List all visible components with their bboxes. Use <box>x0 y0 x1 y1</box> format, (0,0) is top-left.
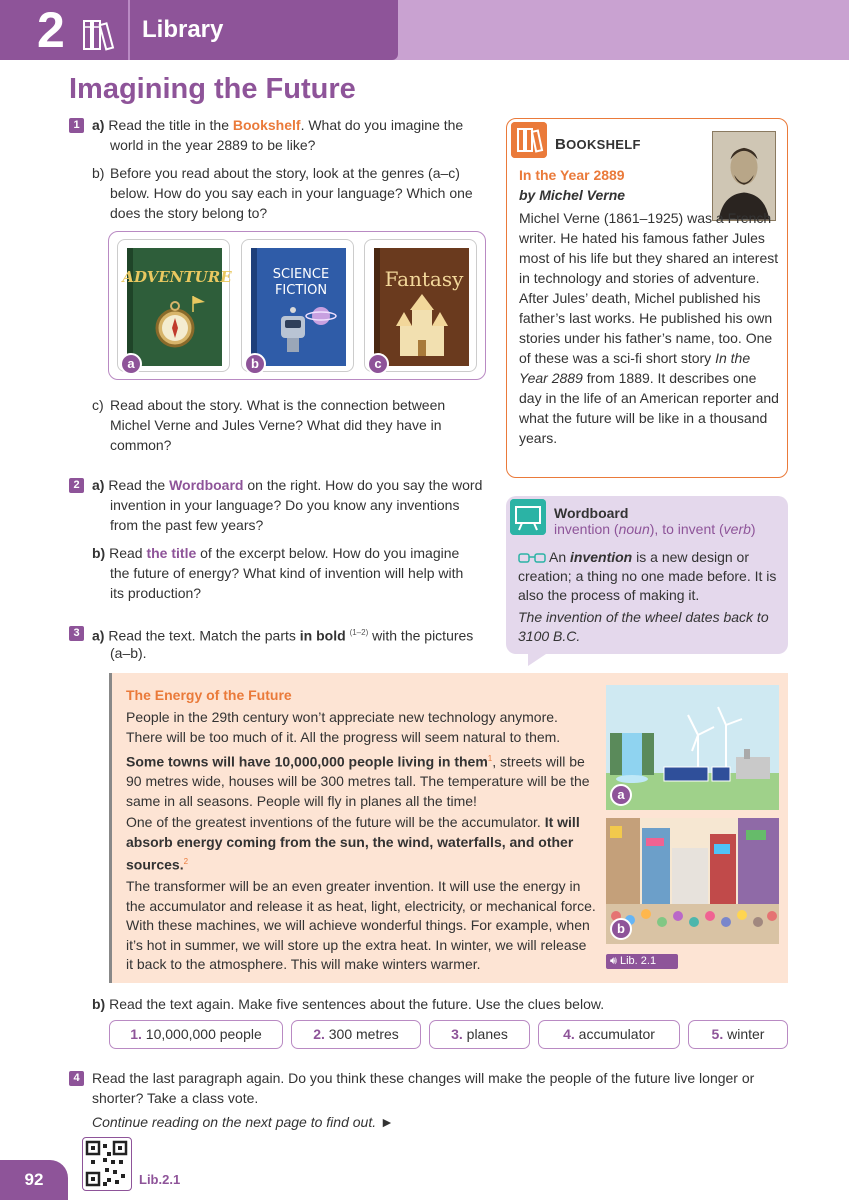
footer-lib-label: Lib.2.1 <box>139 1172 181 1187</box>
task-3a-text-2: with the pictures <box>372 627 474 644</box>
task-1a-line2: world in the year 2889 to be like? <box>110 137 316 153</box>
task-3a-sup: (1–2) <box>349 628 369 637</box>
qr-code-icon <box>83 1138 130 1189</box>
task-3a-label: a) <box>92 627 105 644</box>
picture-b-city <box>606 818 779 944</box>
wordboard-keyword: Wordboard <box>169 477 244 493</box>
adventure-book-cover <box>122 248 232 366</box>
wordboard-pos-verb: verb <box>723 521 751 537</box>
genres-panel <box>108 231 486 380</box>
wordboard-def-text-2: is a new design or creation; a thing no one made before. It is also the process of making it. <box>518 549 777 603</box>
clue-4-text: accumulator <box>578 1026 655 1042</box>
reading-paragraph-2 <box>126 749 596 811</box>
task-1b-line1: Before you read about the story, look at the genres (a–c) <box>110 165 460 181</box>
reading-box <box>109 673 788 983</box>
glasses-icon <box>518 553 546 563</box>
task-1c-line1: Read about the story. What is the connection between <box>110 397 446 413</box>
genre-card-fantasy[interactable] <box>364 239 477 372</box>
clue-5-number: 5. <box>711 1026 724 1042</box>
task-3a-line2: (a–b). <box>110 645 147 661</box>
genre-card-science-fiction[interactable] <box>241 239 354 372</box>
wordboard-tail <box>528 650 552 666</box>
reading-title: The Energy of the Future <box>126 687 292 703</box>
page-title: Imagining the Future <box>69 73 356 105</box>
bookshelf-book-title: In the Year 2889 <box>519 167 625 183</box>
task-1a-label: a) <box>92 117 105 133</box>
task-1b-label: b) <box>92 165 105 181</box>
picture-b-badge: b <box>610 918 632 940</box>
clue-1 <box>109 1020 283 1049</box>
energy-illustration <box>606 685 779 810</box>
picture-a-badge: a <box>610 784 632 806</box>
task-2b-text-2: of the excerpt below. How do you imagine <box>200 545 460 561</box>
reading-paragraph-4: The transformer will be an even greater invention. It will use the energy in the accumulator and release it as heat, light, electricity, or mechanical force. With these machines, we will achieve wonderful things. For example, when it’s hot in summer, we will store up the extra heat. In winter, we will release it back to the atmosphere. This will make winters warmer. <box>126 878 596 973</box>
clue-1-number: 1. <box>130 1026 142 1042</box>
wordboard-box <box>506 496 788 654</box>
header-bar <box>0 0 849 60</box>
task-4-line2: shorter? Take a class vote. <box>92 1090 259 1106</box>
genre-badge-b: b <box>244 353 266 375</box>
task-1c-line2: Michel Verne and Jules Verne? What did they have in <box>110 417 442 433</box>
task-2a <box>92 475 502 495</box>
bookshelf-box <box>506 118 788 478</box>
page-number: 92 <box>0 1160 68 1200</box>
genre-badge-c: c <box>367 353 389 375</box>
reading-paragraph-1: People in the 29th century won’t appreciate new technology anymore. There will be too much of it. All the progress will seem natural to them. <box>126 709 561 745</box>
genre-card-adventure[interactable] <box>117 239 230 372</box>
reading-bold-part-1: Some towns will have 10,000,000 people living in them <box>126 753 488 770</box>
wordboard-icon <box>510 499 546 535</box>
wordboard-def-word: invention <box>570 549 633 565</box>
clue-5-text: winter <box>727 1026 765 1042</box>
task-1-number: 1 <box>69 118 84 133</box>
science-fiction-book-cover <box>251 248 346 366</box>
clue-3-text: planes <box>466 1026 508 1042</box>
fantasy-cover-text: Fantasy <box>384 267 464 291</box>
section-title: Library <box>142 16 224 43</box>
bookshelf-body-text-2: from 1889. It describes one day in the life of an American reporter and what the future will be like in a thousand years. <box>519 370 779 446</box>
wordboard-word <box>554 521 756 537</box>
title-keyword: the title <box>146 545 197 561</box>
task-1a-text-2: . What do you imagine the <box>300 117 464 133</box>
wordboard-word-3: ) <box>750 521 756 537</box>
sci-fi-cover-text-2: FICTION <box>274 283 328 298</box>
task-3b <box>92 994 752 1014</box>
audio-track-button[interactable] <box>606 954 678 969</box>
library-books-icon <box>82 17 116 51</box>
clue-5 <box>688 1020 788 1049</box>
reading-sup-1: 1 <box>487 754 493 763</box>
wordboard-definition <box>518 548 782 605</box>
wordboard-word-1: invention ( <box>554 521 619 537</box>
clue-3-number: 3. <box>451 1026 463 1042</box>
adventure-cover-text: ADVENTURE <box>122 268 232 286</box>
task-2-number: 2 <box>69 478 84 493</box>
reading-sup-2: 2 <box>183 857 189 867</box>
clue-2-text: 300 metres <box>328 1026 399 1042</box>
speaker-icon: 🔊︎ <box>610 955 617 967</box>
task-2b-line2: the future of energy? What kind of invention will help with <box>110 565 464 581</box>
task-1b-line2: below. How do you say each in your language? Which one <box>110 185 473 201</box>
clue-2 <box>291 1020 421 1049</box>
task-1b-line3: does the story belong to? <box>110 205 268 221</box>
crowded-city-illustration <box>606 818 779 944</box>
task-1c-label: c) <box>92 397 104 413</box>
bookshelf-heading-initial: B <box>555 136 567 153</box>
wordboard-heading: Wordboard <box>554 505 629 521</box>
clue-1-text: 10,000,000 people <box>145 1026 262 1042</box>
audio-track-label: Lib. 2.1 <box>620 955 657 967</box>
task-4-line1: Read the last paragraph again. Do you think these changes will make the people of the future live longer or <box>92 1070 755 1086</box>
task-3b-label: b) <box>92 996 106 1012</box>
reading-text <box>126 708 596 977</box>
task-3b-text: Read the text again. Make five sentences about the future. Use the clues below. <box>109 996 605 1012</box>
bookshelf-body-italic: In the Year 2889 <box>519 350 751 386</box>
wordboard-def-text: An <box>549 549 571 565</box>
bookshelf-book-author: by Michel Verne <box>519 187 626 203</box>
task-3-number: 3 <box>69 626 84 641</box>
task-2b <box>92 543 502 563</box>
sci-fi-cover-text-1: SCIENCE <box>272 267 330 282</box>
task-2a-line3: from the past few years? <box>110 517 264 533</box>
genre-badge-a: a <box>120 353 142 375</box>
reading-bold-part-2: It will absorb energy coming from the sun, the wind, waterfalls, and other sources. <box>126 814 580 873</box>
wordboard-example: The invention of the wheel dates back to 3100 B.C. <box>518 609 769 644</box>
unit-number: 2 <box>37 2 65 58</box>
task-2b-text: Read <box>109 545 143 561</box>
task-2a-line2: invention in your language? Do you know any inventions <box>110 497 460 513</box>
clue-3 <box>429 1020 530 1049</box>
in-bold-keyword: in bold <box>299 627 346 644</box>
header-divider <box>128 0 130 60</box>
task-2b-label: b) <box>92 545 106 561</box>
qr-code[interactable] <box>82 1137 132 1191</box>
bookshelf-heading <box>555 136 641 153</box>
continue-reading-link[interactable]: Continue reading on the next page to find out. ► <box>92 1114 394 1130</box>
task-2a-text: Read the <box>108 477 166 493</box>
task-3a-text: Read the text. Match the parts <box>108 627 296 644</box>
picture-a-energy <box>606 685 779 810</box>
reading-paragraph-3-text: One of the greatest inventions of the future will be the accumulator. <box>126 814 541 831</box>
bookshelf-keyword: Bookshelf <box>232 117 301 133</box>
bookshelf-body-text: Michel Verne (1861–1925) was a French writer. He hated his famous father Jules most of his life but they shared an interest in technology and stories of adventure. After Jules’ death, Michel published his father’s last works. He published his own stories under his father’s name, too. One of these was a sci-fi short story <box>519 210 779 366</box>
clue-4 <box>538 1020 680 1049</box>
task-2b-line3: its production? <box>110 585 202 601</box>
task-3a <box>92 623 502 646</box>
reading-paragraph-3 <box>126 813 596 875</box>
wordboard-word-2: ), to invent ( <box>649 521 724 537</box>
fantasy-book-cover <box>374 248 469 366</box>
task-1a-text: Read the title in the <box>108 117 229 133</box>
clue-2-number: 2. <box>313 1026 325 1042</box>
bookshelf-icon <box>511 122 547 158</box>
reading-paragraph-2-text: , streets will be 90 metres wide, houses will be 300 metres tall. The temperature will be the same in all seasons. People will fly in planes all the time! <box>126 753 590 809</box>
bookshelf-body <box>519 208 781 448</box>
clue-4-number: 4. <box>563 1026 575 1042</box>
task-2a-label: a) <box>92 477 105 493</box>
bookshelf-heading-rest: OOKSHELF <box>566 137 641 152</box>
wordboard-pos-noun: noun <box>618 521 650 537</box>
task-1a <box>92 115 492 135</box>
task-1c-line3: common? <box>110 437 172 453</box>
task-2a-text-2: on the right. How do you say the word <box>247 477 483 493</box>
task-4-number: 4 <box>69 1071 84 1086</box>
